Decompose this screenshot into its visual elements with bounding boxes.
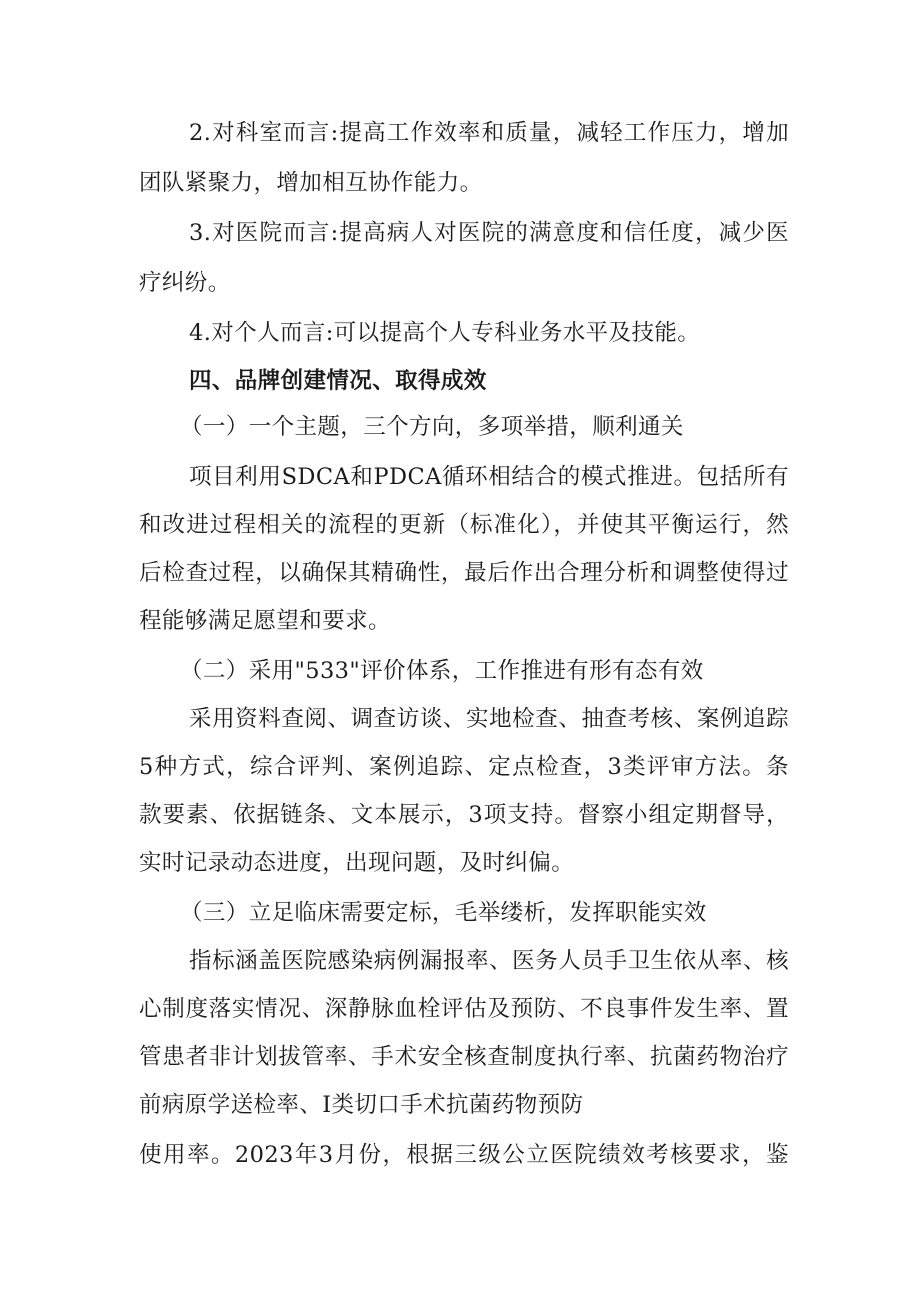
subsection-1-title: （一）一个主题，三个方向，多项举措，顺利通关 — [180, 414, 684, 440]
paragraph-2-line-1: 2.对科室而言:提高工作效率和质量，减轻工作压力，增加 — [189, 120, 789, 146]
paragraph-2-line-2: 团队紧聚力，增加相互协作能力。 — [139, 170, 483, 196]
subsection-1-line-1: 项目利用SDCA和PDCA循环相结合的模式推进。包括所有 — [189, 464, 789, 490]
subsection-3-title: （三）立足临床需要定标，毛举缕析，发挥职能实效 — [180, 900, 707, 926]
subsection-2-title: （二）采用"533"评价体系，工作推进有形有态有效 — [180, 658, 704, 684]
paragraph-3-line-1: 3.对医院而言:提高病人对医院的满意度和信任度，减少医 — [189, 220, 789, 246]
subsection-3-line-1: 指标涵盖医院感染病例漏报率、医务人员手卫生依从率、核 — [189, 948, 789, 974]
subsection-1-line-3: 后检查过程，以确保其精确性，最后作出合理分析和调整使得过 — [139, 560, 789, 586]
paragraph-3-line-2: 疗纠纷。 — [139, 270, 231, 296]
subsection-3-line-4: 前病原学送检率、Ⅰ类切口手术抗菌药物预防 — [139, 1092, 584, 1118]
subsection-3-line-2: 心制度落实情况、深静脉血栓评估及预防、不良事件发生率、置 — [139, 996, 789, 1022]
subsection-2-line-1: 采用资料查阅、调查访谈、实地检查、抽查考核、案例追踪 — [189, 706, 789, 732]
subsection-3-line-3: 管患者非计划拔管率、手术安全核查制度执行率、抗菌药物治疗 — [139, 1044, 789, 1070]
subsection-3-line-5: 使用率。2023年3月份，根据三级公立医院绩效考核要求，鉴 — [139, 1142, 789, 1168]
subsection-1-line-4: 程能够满足愿望和要求。 — [139, 608, 391, 634]
section-4-title: 四、品牌创建情况、取得成效 — [189, 368, 487, 394]
subsection-2-line-3: 款要素、依据链条、文本展示，3项支持。督察小组定期督导， — [139, 802, 789, 828]
subsection-2-line-4: 实时记录动态进度，出现问题，及时纠偏。 — [139, 850, 575, 876]
paragraph-4-line-1: 4.对个人而言:可以提高个人专科业务水平及技能。 — [189, 320, 701, 346]
subsection-1-line-2: 和改进过程相关的流程的更新（标准化），并使其平衡运行，然 — [139, 512, 789, 538]
subsection-2-line-2: 5种方式，综合评判、案例追踪、定点检查，3类评审方法。条 — [139, 754, 789, 780]
